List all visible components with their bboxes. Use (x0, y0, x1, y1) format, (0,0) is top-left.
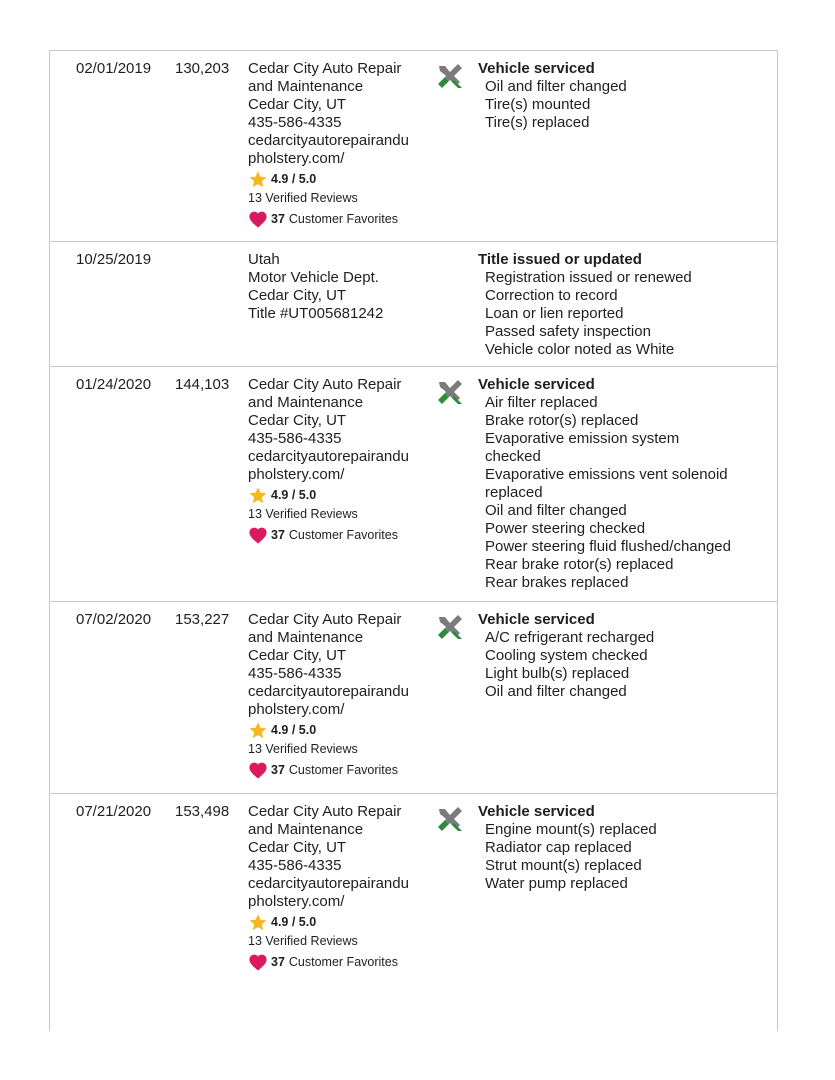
record-mileage: 153,498 (175, 803, 230, 820)
source-phone[interactable]: 435-586-4335 (248, 114, 342, 131)
source-location: Cedar City, UT (248, 647, 347, 664)
wrench-screwdriver-icon (435, 804, 465, 834)
customer-favorites (248, 760, 433, 780)
event-heading: Title issued or updated (478, 251, 642, 268)
source-url[interactable]: pholstery.com/ (248, 466, 345, 483)
source-name: and Maintenance (248, 821, 364, 838)
source-location: Cedar City, UT (248, 287, 347, 304)
source-location: Cedar City, UT (248, 839, 347, 856)
star-icon (248, 721, 268, 740)
detail-item: Registration issued or renewed (485, 269, 692, 286)
detail-item: Oil and filter changed (485, 78, 627, 95)
record-source (248, 60, 433, 229)
heart-icon (248, 526, 268, 544)
detail-item: Cooling system checked (485, 647, 648, 664)
title-number: Title #UT005681242 (248, 305, 384, 322)
detail-item: Power steering fluid flushed/changed (485, 538, 731, 555)
record-source (248, 803, 433, 972)
reviews-count[interactable]: 13 Verified Reviews (248, 934, 358, 948)
detail-item: Oil and filter changed (485, 683, 627, 700)
detail-item: Correction to record (485, 287, 618, 304)
favorites-count: 37 (271, 212, 285, 226)
detail-item: Vehicle color noted as White (485, 341, 675, 358)
rating (248, 169, 433, 189)
event-heading: Vehicle serviced (478, 803, 595, 820)
record-source (248, 376, 433, 545)
source-name: and Maintenance (248, 629, 364, 646)
record-date: 07/21/2020 (76, 803, 152, 820)
detail-item: Oil and filter changed (485, 502, 627, 519)
source-name: Utah (248, 251, 280, 268)
source-url[interactable]: cedarcityautorepairandu (248, 448, 409, 465)
favorites-label: Customer Favorites (288, 528, 398, 542)
source-url[interactable]: cedarcityautorepairandu (248, 132, 409, 149)
detail-item: Radiator cap replaced (485, 839, 632, 856)
detail-item: Power steering checked (485, 520, 646, 537)
detail-item: checked (485, 448, 541, 465)
record-date: 07/02/2020 (76, 611, 152, 628)
heart-icon (248, 210, 268, 228)
record-details (478, 251, 778, 359)
history-table (50, 51, 777, 994)
source-url[interactable]: pholstery.com/ (248, 150, 345, 167)
record-mileage: 153,227 (175, 611, 230, 628)
rating-value: 4.9 / 5.0 (271, 915, 317, 929)
detail-item: Water pump replaced (485, 875, 628, 892)
favorites-count: 37 (271, 763, 285, 777)
source-url[interactable]: pholstery.com/ (248, 893, 345, 910)
detail-item: Tire(s) mounted (485, 96, 591, 113)
rating-value: 4.9 / 5.0 (271, 172, 317, 186)
record-source (248, 251, 433, 323)
table-row (50, 51, 777, 242)
star-icon (248, 913, 268, 932)
source-name: Cedar City Auto Repair (248, 60, 402, 77)
record-date: 01/24/2020 (76, 376, 152, 393)
rating (248, 720, 433, 740)
detail-item: Brake rotor(s) replaced (485, 412, 639, 429)
rating (248, 912, 433, 932)
source-name: Cedar City Auto Repair (248, 611, 402, 628)
favorites-label: Customer Favorites (288, 212, 398, 226)
reviews-count[interactable]: 13 Verified Reviews (248, 742, 358, 756)
table-row (50, 794, 777, 994)
reviews-count[interactable]: 13 Verified Reviews (248, 191, 358, 205)
event-heading: Vehicle serviced (478, 376, 595, 393)
rating-value: 4.9 / 5.0 (271, 723, 317, 737)
detail-item: Rear brakes replaced (485, 574, 629, 591)
detail-item: Air filter replaced (485, 394, 598, 411)
star-icon (248, 170, 268, 189)
detail-item: A/C refrigerant recharged (485, 629, 655, 646)
record-details (478, 803, 778, 893)
reviews-count[interactable]: 13 Verified Reviews (248, 507, 358, 521)
source-agency: Motor Vehicle Dept. (248, 269, 379, 286)
favorites-count: 37 (271, 528, 285, 542)
detail-item: Engine mount(s) replaced (485, 821, 657, 838)
source-name: Cedar City Auto Repair (248, 376, 402, 393)
record-source (248, 611, 433, 780)
source-name: and Maintenance (248, 78, 364, 95)
detail-item: Evaporative emission system (485, 430, 680, 447)
detail-item: Tire(s) replaced (485, 114, 590, 131)
table-row (50, 602, 777, 794)
record-date: 10/25/2019 (76, 251, 152, 268)
source-phone[interactable]: 435-586-4335 (248, 665, 342, 682)
source-url[interactable]: pholstery.com/ (248, 701, 345, 718)
star-icon (248, 486, 268, 505)
rating-value: 4.9 / 5.0 (271, 488, 317, 502)
wrench-screwdriver-icon (435, 61, 465, 91)
heart-icon (248, 953, 268, 971)
favorites-count: 37 (271, 955, 285, 969)
detail-item: Light bulb(s) replaced (485, 665, 630, 682)
source-url[interactable]: cedarcityautorepairandu (248, 875, 409, 892)
source-phone[interactable]: 435-586-4335 (248, 430, 342, 447)
customer-favorites (248, 952, 433, 972)
record-details (478, 60, 778, 132)
customer-favorites (248, 525, 433, 545)
event-heading: Vehicle serviced (478, 60, 595, 77)
detail-item: replaced (485, 484, 543, 501)
customer-favorites (248, 209, 433, 229)
source-url[interactable]: cedarcityautorepairandu (248, 683, 409, 700)
detail-item: Evaporative emissions vent solenoid (485, 466, 728, 483)
record-details (478, 376, 778, 592)
record-mileage: 130,203 (175, 60, 230, 77)
detail-item: Passed safety inspection (485, 323, 651, 340)
detail-item: Strut mount(s) replaced (485, 857, 642, 874)
detail-item: Rear brake rotor(s) replaced (485, 556, 674, 573)
record-date: 02/01/2019 (76, 60, 152, 77)
record-details (478, 611, 778, 701)
table-row (50, 242, 777, 367)
wrench-screwdriver-icon (435, 377, 465, 407)
source-name: and Maintenance (248, 394, 364, 411)
table-row (50, 367, 777, 602)
event-heading: Vehicle serviced (478, 611, 595, 628)
rating (248, 485, 433, 505)
source-phone[interactable]: 435-586-4335 (248, 857, 342, 874)
source-location: Cedar City, UT (248, 96, 347, 113)
source-name: Cedar City Auto Repair (248, 803, 402, 820)
favorites-label: Customer Favorites (288, 955, 398, 969)
detail-item: Loan or lien reported (485, 305, 624, 322)
favorites-label: Customer Favorites (288, 763, 398, 777)
source-location: Cedar City, UT (248, 412, 347, 429)
record-mileage: 144,103 (175, 376, 230, 393)
heart-icon (248, 761, 268, 779)
wrench-screwdriver-icon (435, 612, 465, 642)
